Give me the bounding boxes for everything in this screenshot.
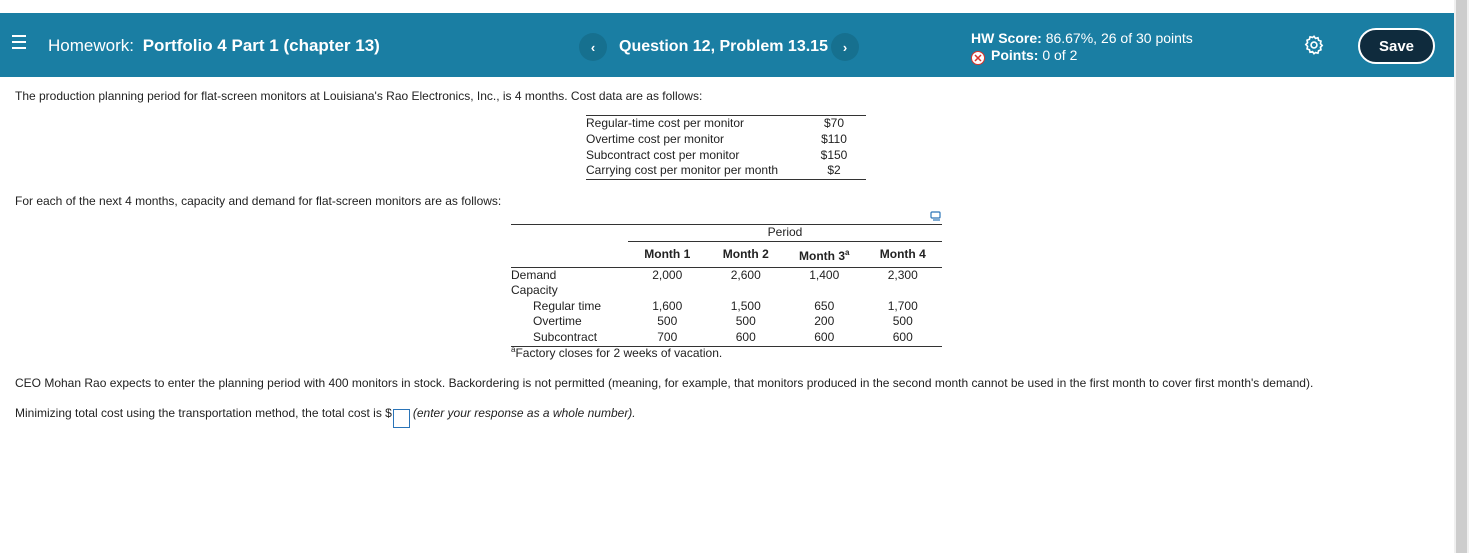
regular-cell: 650 bbox=[814, 298, 835, 313]
overtime-cell: 200 bbox=[814, 314, 835, 329]
cost-row bbox=[586, 163, 866, 179]
cost-row bbox=[586, 148, 866, 164]
regular-row bbox=[511, 299, 942, 315]
cost-value: $150 bbox=[820, 147, 848, 162]
next-question-button[interactable]: › bbox=[831, 33, 859, 61]
problem-intro: The production planning period for flat-screen monitors at Louisiana's Rao Electronics, Inc., is 4 months. Cost data are as follows: bbox=[15, 89, 703, 103]
incorrect-x-icon: ✕ bbox=[971, 51, 985, 65]
demand-cell: 2,300 bbox=[887, 267, 918, 282]
month-header: Month 4 bbox=[864, 241, 943, 267]
answer-hint: (enter your response as a whole number). bbox=[412, 406, 636, 420]
row-label: Overtime bbox=[533, 314, 582, 329]
month-header-row bbox=[511, 241, 942, 267]
homework-prefix: Homework: bbox=[48, 36, 134, 55]
cost-table bbox=[586, 115, 866, 180]
cost-label: Subcontract cost per monitor bbox=[586, 147, 740, 162]
question-prefix: Minimizing total cost using the transportation method, the total cost is $ bbox=[15, 406, 392, 420]
regular-cell: 1,600 bbox=[652, 298, 683, 313]
cost-value: $2 bbox=[827, 163, 841, 178]
ceo-text: CEO Mohan Rao expects to enter the planning period with 400 monitors in stock. Backordering is not permitted (meaning, for example, that monitors produced in the second month cannot be used in the first month to cover first month's demand). bbox=[15, 376, 1314, 390]
top-gap bbox=[0, 0, 1469, 13]
scrollbar-thumb[interactable] bbox=[1456, 0, 1467, 553]
question-line bbox=[15, 406, 636, 428]
overtime-cell: 500 bbox=[657, 314, 678, 329]
demand-row bbox=[511, 267, 942, 283]
hamburger-menu-icon[interactable] bbox=[12, 35, 26, 53]
row-label: Demand bbox=[511, 267, 557, 282]
cost-value: $110 bbox=[821, 131, 847, 146]
gear-icon[interactable] bbox=[1303, 34, 1325, 56]
capacity-intro: For each of the next 4 months, capacity and demand for flat-screen monitors are as follows: bbox=[15, 194, 502, 208]
cost-label: Carrying cost per monitor per month bbox=[586, 163, 779, 178]
subcontract-cell: 600 bbox=[892, 329, 913, 344]
copy-to-clipboard-icon[interactable] bbox=[930, 211, 942, 221]
footnote-text: Factory closes for 2 weeks of vacation. bbox=[515, 346, 723, 360]
month-header-3 bbox=[785, 241, 864, 267]
cost-label: Overtime cost per monitor bbox=[586, 131, 725, 146]
overtime-row bbox=[511, 314, 942, 330]
overtime-cell: 500 bbox=[892, 314, 913, 329]
subcontract-cell: 600 bbox=[735, 329, 756, 344]
demand-cell: 1,400 bbox=[809, 267, 840, 282]
month-header: Month 2 bbox=[707, 241, 786, 267]
cost-label: Regular-time cost per monitor bbox=[586, 116, 745, 130]
period-header-row bbox=[511, 225, 942, 242]
points-label: Points: bbox=[991, 47, 1039, 63]
hw-score bbox=[971, 30, 1193, 47]
points-value: 0 of 2 bbox=[1042, 47, 1078, 63]
period-header: Period bbox=[628, 225, 942, 242]
demand-cell: 2,600 bbox=[730, 267, 761, 282]
save-button[interactable]: Save bbox=[1358, 28, 1435, 64]
subcontract-cell: 600 bbox=[814, 329, 835, 344]
empty-cell bbox=[511, 225, 628, 242]
cost-value: $70 bbox=[823, 116, 845, 130]
month-header: Month 1 bbox=[628, 241, 707, 267]
row-label: Capacity bbox=[511, 283, 558, 298]
capacity-label-row bbox=[511, 283, 942, 299]
homework-title bbox=[48, 36, 380, 56]
question-title: Question 12, Problem 13.15 bbox=[619, 38, 828, 55]
subcontract-cell: 700 bbox=[657, 329, 678, 344]
header-bar bbox=[0, 13, 1454, 77]
demand-cell: 2,000 bbox=[652, 267, 683, 282]
capacity-demand-table bbox=[511, 224, 942, 347]
subcontract-row bbox=[511, 330, 942, 346]
vertical-scrollbar[interactable] bbox=[1454, 0, 1469, 553]
score-panel bbox=[971, 30, 1193, 65]
regular-cell: 1,700 bbox=[887, 298, 918, 313]
total-cost-answer-input[interactable] bbox=[393, 409, 410, 428]
month-header-text: Month 3 bbox=[799, 248, 846, 263]
hw-score-value: 86.67%, 26 of 30 points bbox=[1045, 30, 1193, 46]
row-label: Regular time bbox=[533, 298, 602, 313]
overtime-cell: 500 bbox=[735, 314, 756, 329]
table-footnote bbox=[511, 345, 722, 360]
cost-row bbox=[586, 132, 866, 148]
hw-score-label: HW Score: bbox=[971, 30, 1042, 46]
points bbox=[971, 47, 1193, 65]
footnote-marker: a bbox=[511, 345, 516, 354]
regular-cell: 1,500 bbox=[730, 298, 761, 313]
cost-row bbox=[586, 116, 866, 132]
previous-question-button[interactable]: ‹ bbox=[579, 33, 607, 61]
empty-cell bbox=[511, 241, 628, 267]
homework-name: Portfolio 4 Part 1 (chapter 13) bbox=[142, 36, 380, 55]
footnote-marker: a bbox=[845, 247, 850, 257]
row-label: Subcontract bbox=[533, 329, 598, 344]
